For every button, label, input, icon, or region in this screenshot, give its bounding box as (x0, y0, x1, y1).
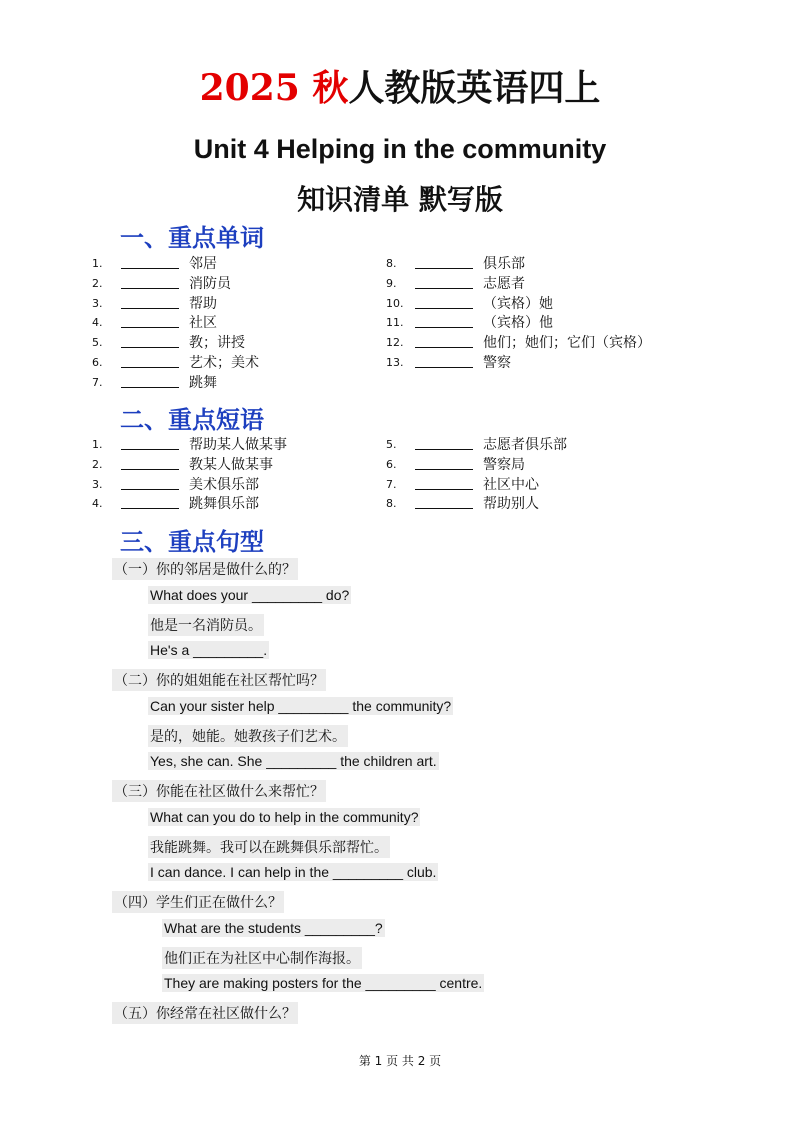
phrase-answer-blank (121, 449, 179, 450)
phrase-answer-blank (415, 469, 473, 470)
phrase-meaning: 美术俱乐部 (189, 476, 259, 493)
word-answer-blank (121, 288, 179, 289)
word-number: 10. (386, 296, 404, 310)
word-item (92, 353, 382, 373)
phrase-answer-blank (415, 508, 473, 509)
document-subtitle: 知识清单 默写版 (297, 183, 503, 216)
sentence-english: What does your _________ do? (150, 587, 350, 603)
word-meaning: 警察 (483, 355, 511, 371)
sentence-english: Yes, she can. She _________ the children art. (150, 753, 437, 769)
phrase-item (386, 435, 676, 455)
word-answer-blank (415, 327, 473, 328)
phrase-number: 2. (92, 457, 103, 471)
word-number: 11. (386, 316, 404, 330)
phrase-meaning: 警察局 (483, 456, 525, 473)
unit-title: Unit 4 Helping in the community (193, 134, 607, 164)
phrase-item (386, 494, 676, 514)
word-number: 12. (386, 336, 404, 350)
word-answer-blank (121, 327, 179, 328)
word-answer-blank (415, 367, 473, 368)
word-item (92, 294, 382, 314)
sentence-group-label: （三）你能在社区做什么来帮忙？ (112, 780, 326, 802)
word-item (92, 254, 382, 274)
page-footer: 第 1 页 共 2 页 (358, 1054, 442, 1068)
sentence-translation: 他是一名消防员。 (148, 614, 264, 636)
word-answer-blank (415, 268, 473, 269)
title-year: 2025 秋 (199, 67, 349, 109)
word-item (386, 333, 676, 353)
phrase-meaning: 社区中心 (483, 476, 539, 493)
phrase-item (92, 435, 382, 455)
sentence-translation: 他们正在为社区中心制作海报。 (162, 947, 362, 969)
sentence-english: They are making posters for the _________ centre. (164, 975, 483, 991)
sentence-translation: 我能跳舞。我可以在跳舞俱乐部帮忙。 (148, 836, 390, 858)
word-answer-blank (415, 288, 473, 289)
sentence-translation: 是的，她能。她教孩子们艺术。 (148, 725, 348, 747)
phrase-number: 5. (386, 438, 397, 451)
phrase-answer-blank (121, 508, 179, 509)
phrase-item (92, 475, 382, 495)
phrase-answer-blank (121, 469, 179, 470)
sentence-group-label: （四）学生们正在做什么？ (112, 891, 284, 913)
phrase-answer-blank (121, 489, 179, 490)
sentence-english: What can you do to help in the community? (150, 809, 419, 825)
title-main: 人教版英语四上 (348, 67, 601, 109)
word-meaning: 教；讲授 (189, 335, 245, 352)
document-title (0, 60, 800, 111)
sentence-english: I can dance. I can help in the _________ club. (150, 864, 437, 880)
phrase-meaning: 帮助别人 (483, 496, 539, 513)
word-number: 3. (92, 296, 103, 310)
word-answer-blank (415, 347, 473, 348)
word-item (386, 274, 676, 294)
word-number: 2. (92, 276, 103, 290)
word-answer-blank (121, 347, 179, 348)
phrase-item (386, 475, 676, 495)
phrase-answer-blank (415, 489, 473, 490)
phrase-answer-blank (415, 449, 473, 450)
phrase-number: 7. (386, 477, 397, 491)
word-meaning: 邻居 (189, 256, 217, 272)
word-number: 6. (92, 356, 103, 369)
word-number: 1. (92, 257, 103, 270)
word-meaning: 帮助 (189, 295, 217, 312)
phrase-number: 1. (92, 438, 103, 451)
word-item (92, 274, 382, 294)
sentences-heading: 三、重点句型 (120, 528, 264, 556)
phrase-meaning: 志愿者俱乐部 (483, 437, 567, 453)
word-meaning: 俱乐部 (483, 256, 525, 272)
sentence-group-label: （一）你的邻居是做什么的？ (112, 558, 298, 580)
word-number: 13. (386, 356, 404, 369)
word-item (386, 353, 676, 373)
word-answer-blank (121, 268, 179, 269)
sentence-english: Can your sister help _________ the community? (150, 698, 452, 714)
word-item (92, 373, 382, 393)
word-meaning: （宾格）她 (483, 295, 553, 312)
phrase-meaning: 帮助某人做某事 (189, 437, 287, 453)
word-number: 7. (92, 375, 103, 389)
word-meaning: （宾格）他 (483, 315, 553, 332)
word-item (386, 254, 676, 274)
phrase-number: 6. (386, 457, 397, 471)
phrase-meaning: 教某人做某事 (189, 456, 273, 473)
phrase-number: 8. (386, 497, 397, 511)
word-number: 5. (92, 336, 103, 350)
phrase-number: 3. (92, 477, 103, 491)
word-item (92, 313, 382, 333)
word-meaning: 志愿者 (483, 275, 525, 292)
phrase-item (92, 455, 382, 475)
word-meaning: 艺术；美术 (189, 355, 259, 371)
word-answer-blank (121, 308, 179, 309)
sentence-english: He's a _________. (150, 642, 268, 658)
word-number: 4. (92, 316, 103, 330)
phrase-meaning: 跳舞俱乐部 (189, 496, 259, 513)
sentence-english: What are the students _________? (164, 920, 383, 936)
phrase-item (92, 494, 382, 514)
sentence-group-label: （五）你经常在社区做什么？ (112, 1002, 298, 1024)
word-answer-blank (415, 308, 473, 309)
phrases-heading: 二、重点短语 (120, 406, 264, 434)
sentence-group-label: （二）你的姐姐能在社区帮忙吗？ (112, 669, 326, 691)
phrase-item (386, 455, 676, 475)
word-item (386, 313, 676, 333)
word-answer-blank (121, 367, 179, 368)
word-answer-blank (121, 387, 179, 388)
word-number: 8. (386, 257, 397, 270)
phrase-number: 4. (92, 497, 103, 511)
word-meaning: 他们；她们；它们（宾格） (483, 335, 651, 352)
word-meaning: 跳舞 (189, 374, 217, 391)
word-number: 9. (386, 276, 397, 290)
word-meaning: 社区 (189, 315, 217, 332)
word-item (92, 333, 382, 353)
word-meaning: 消防员 (189, 275, 231, 292)
words-heading: 一、重点单词 (120, 224, 264, 252)
word-item (386, 294, 676, 314)
